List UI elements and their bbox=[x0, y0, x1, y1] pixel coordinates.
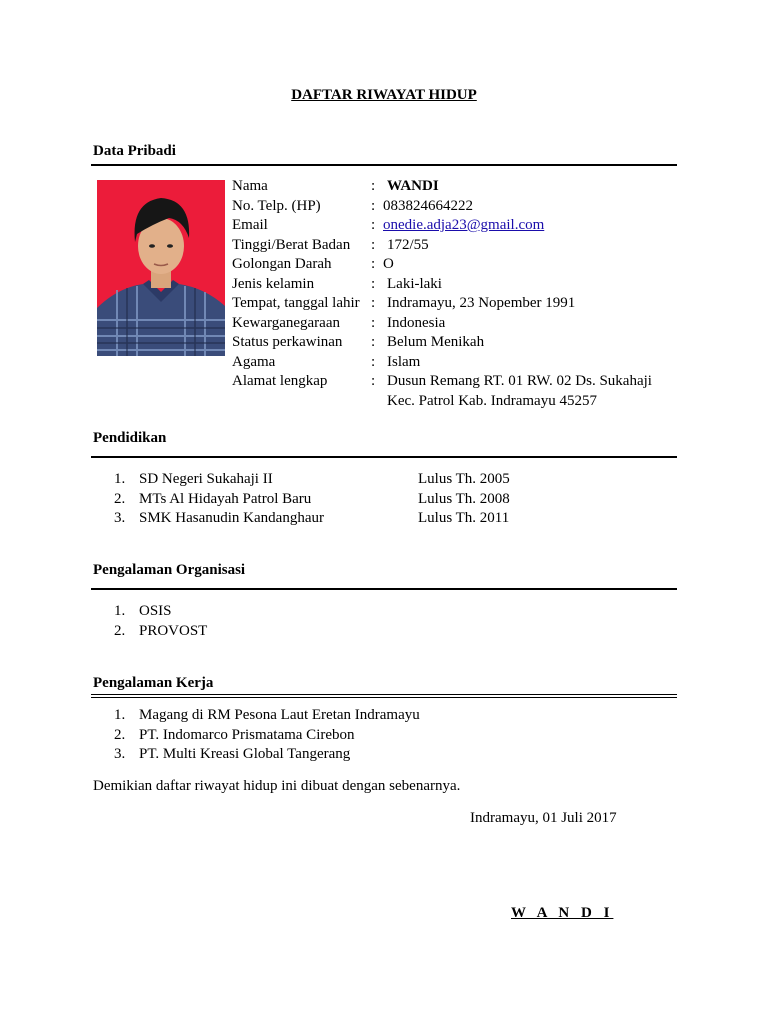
field-label: Jenis kelamin bbox=[232, 275, 315, 292]
personal-row bbox=[0, 353, 768, 373]
personal-row bbox=[0, 236, 768, 256]
field-label: Alamat lengkap bbox=[232, 373, 328, 389]
field-label: Agama bbox=[232, 353, 276, 370]
list-item bbox=[0, 706, 768, 726]
list-number: 1. bbox=[114, 471, 126, 487]
section-heading-work: Pengalaman Kerja bbox=[93, 675, 214, 691]
field-value: Indramayu, 23 Nopember 1991 bbox=[387, 295, 576, 311]
section-divider bbox=[91, 588, 677, 590]
field-value: Indonesia bbox=[387, 314, 446, 331]
graduation-year: Lulus Th. 2005 bbox=[418, 471, 510, 487]
field-label: No. Telp. (HP) bbox=[232, 197, 321, 214]
personal-row bbox=[0, 197, 768, 217]
graduation-year: Lulus Th. 2008 bbox=[418, 490, 510, 507]
field-value: O bbox=[383, 256, 394, 272]
field-label: Email bbox=[232, 217, 268, 233]
personal-row bbox=[0, 333, 768, 353]
list-number: 2. bbox=[114, 490, 126, 507]
list-item bbox=[0, 509, 768, 529]
education-list bbox=[0, 470, 768, 529]
list-item bbox=[0, 602, 768, 622]
section-heading-personal: Data Pribadi bbox=[93, 143, 176, 159]
work-entry: PT. Multi Kreasi Global Tangerang bbox=[139, 746, 351, 762]
field-value-address: Dusun Remang RT. 01 RW. 02 Ds. Sukahaji bbox=[387, 373, 652, 389]
personal-row bbox=[0, 275, 768, 295]
field-colon: : bbox=[371, 373, 376, 389]
field-label: Tinggi/Berat Badan bbox=[232, 236, 351, 253]
list-item bbox=[0, 745, 768, 765]
list-item bbox=[0, 490, 768, 510]
email-link[interactable]: onedie.adja23@gmail.com bbox=[383, 217, 545, 233]
personal-row bbox=[0, 177, 768, 197]
personal-row bbox=[0, 372, 768, 392]
personal-row bbox=[0, 294, 768, 314]
list-item bbox=[0, 726, 768, 746]
personal-row bbox=[0, 255, 768, 275]
school-name: SMK Hasanudin Kandanghaur bbox=[139, 510, 324, 526]
section-heading-organization: Pengalaman Organisasi bbox=[93, 562, 246, 578]
field-colon: : bbox=[371, 295, 376, 311]
closing-statement: Demikian daftar riwayat hidup ini dibuat dengan sebenarnya. bbox=[93, 778, 461, 794]
field-colon: : bbox=[371, 236, 376, 253]
list-number: 1. bbox=[114, 603, 126, 619]
list-item bbox=[0, 470, 768, 490]
list-number: 2. bbox=[114, 622, 126, 639]
personal-row-continued bbox=[0, 392, 768, 412]
place-date: Indramayu, 01 Juli 2017 bbox=[470, 810, 617, 826]
list-number: 3. bbox=[114, 746, 126, 762]
field-colon: : bbox=[371, 353, 376, 370]
field-value: 172/55 bbox=[387, 236, 429, 253]
field-value-name: WANDI bbox=[387, 178, 439, 194]
field-colon: : bbox=[371, 197, 376, 214]
field-colon: : bbox=[371, 256, 376, 272]
field-colon: : bbox=[371, 275, 376, 292]
personal-row bbox=[0, 314, 768, 334]
field-value-phone: 083824664222 bbox=[383, 197, 473, 214]
field-value: Laki-laki bbox=[387, 275, 442, 292]
field-label: Status perkawinan bbox=[232, 334, 343, 350]
graduation-year: Lulus Th. 2011 bbox=[418, 510, 510, 526]
field-label: Nama bbox=[232, 178, 268, 194]
work-entry: Magang di RM Pesona Laut Eretan Indramayu bbox=[139, 707, 420, 723]
field-label: Golongan Darah bbox=[232, 256, 332, 272]
section-heading-education: Pendidikan bbox=[93, 430, 167, 446]
field-value-address-line2: Kec. Patrol Kab. Indramayu 45257 bbox=[387, 392, 597, 409]
field-value: Belum Menikah bbox=[387, 334, 485, 350]
work-entry: PT. Indomarco Prismatama Cirebon bbox=[139, 726, 355, 743]
field-colon: : bbox=[371, 217, 376, 233]
school-name: SD Negeri Sukahaji II bbox=[139, 471, 273, 487]
section-divider bbox=[91, 164, 677, 166]
field-label: Kewarganegaraan bbox=[232, 314, 340, 331]
organization-name: OSIS bbox=[139, 603, 172, 619]
field-label: Tempat, tanggal lahir bbox=[232, 295, 360, 311]
document-title: DAFTAR RIWAYAT HIDUP bbox=[291, 87, 477, 103]
field-colon: : bbox=[371, 314, 376, 331]
list-number: 3. bbox=[114, 510, 126, 526]
field-colon: : bbox=[371, 334, 376, 350]
personal-row bbox=[0, 216, 768, 236]
organization-list bbox=[0, 602, 768, 641]
school-name: MTs Al Hidayah Patrol Baru bbox=[139, 490, 312, 507]
list-number: 2. bbox=[114, 726, 126, 743]
work-list bbox=[0, 706, 768, 765]
section-divider bbox=[91, 694, 677, 698]
field-colon: : bbox=[371, 178, 376, 194]
personal-data-table bbox=[0, 177, 768, 411]
section-divider bbox=[91, 456, 677, 458]
list-item bbox=[0, 622, 768, 642]
signature-name: W A N D I bbox=[511, 905, 614, 921]
list-number: 1. bbox=[114, 707, 126, 723]
field-value: Islam bbox=[387, 353, 421, 370]
organization-name: PROVOST bbox=[139, 622, 208, 639]
